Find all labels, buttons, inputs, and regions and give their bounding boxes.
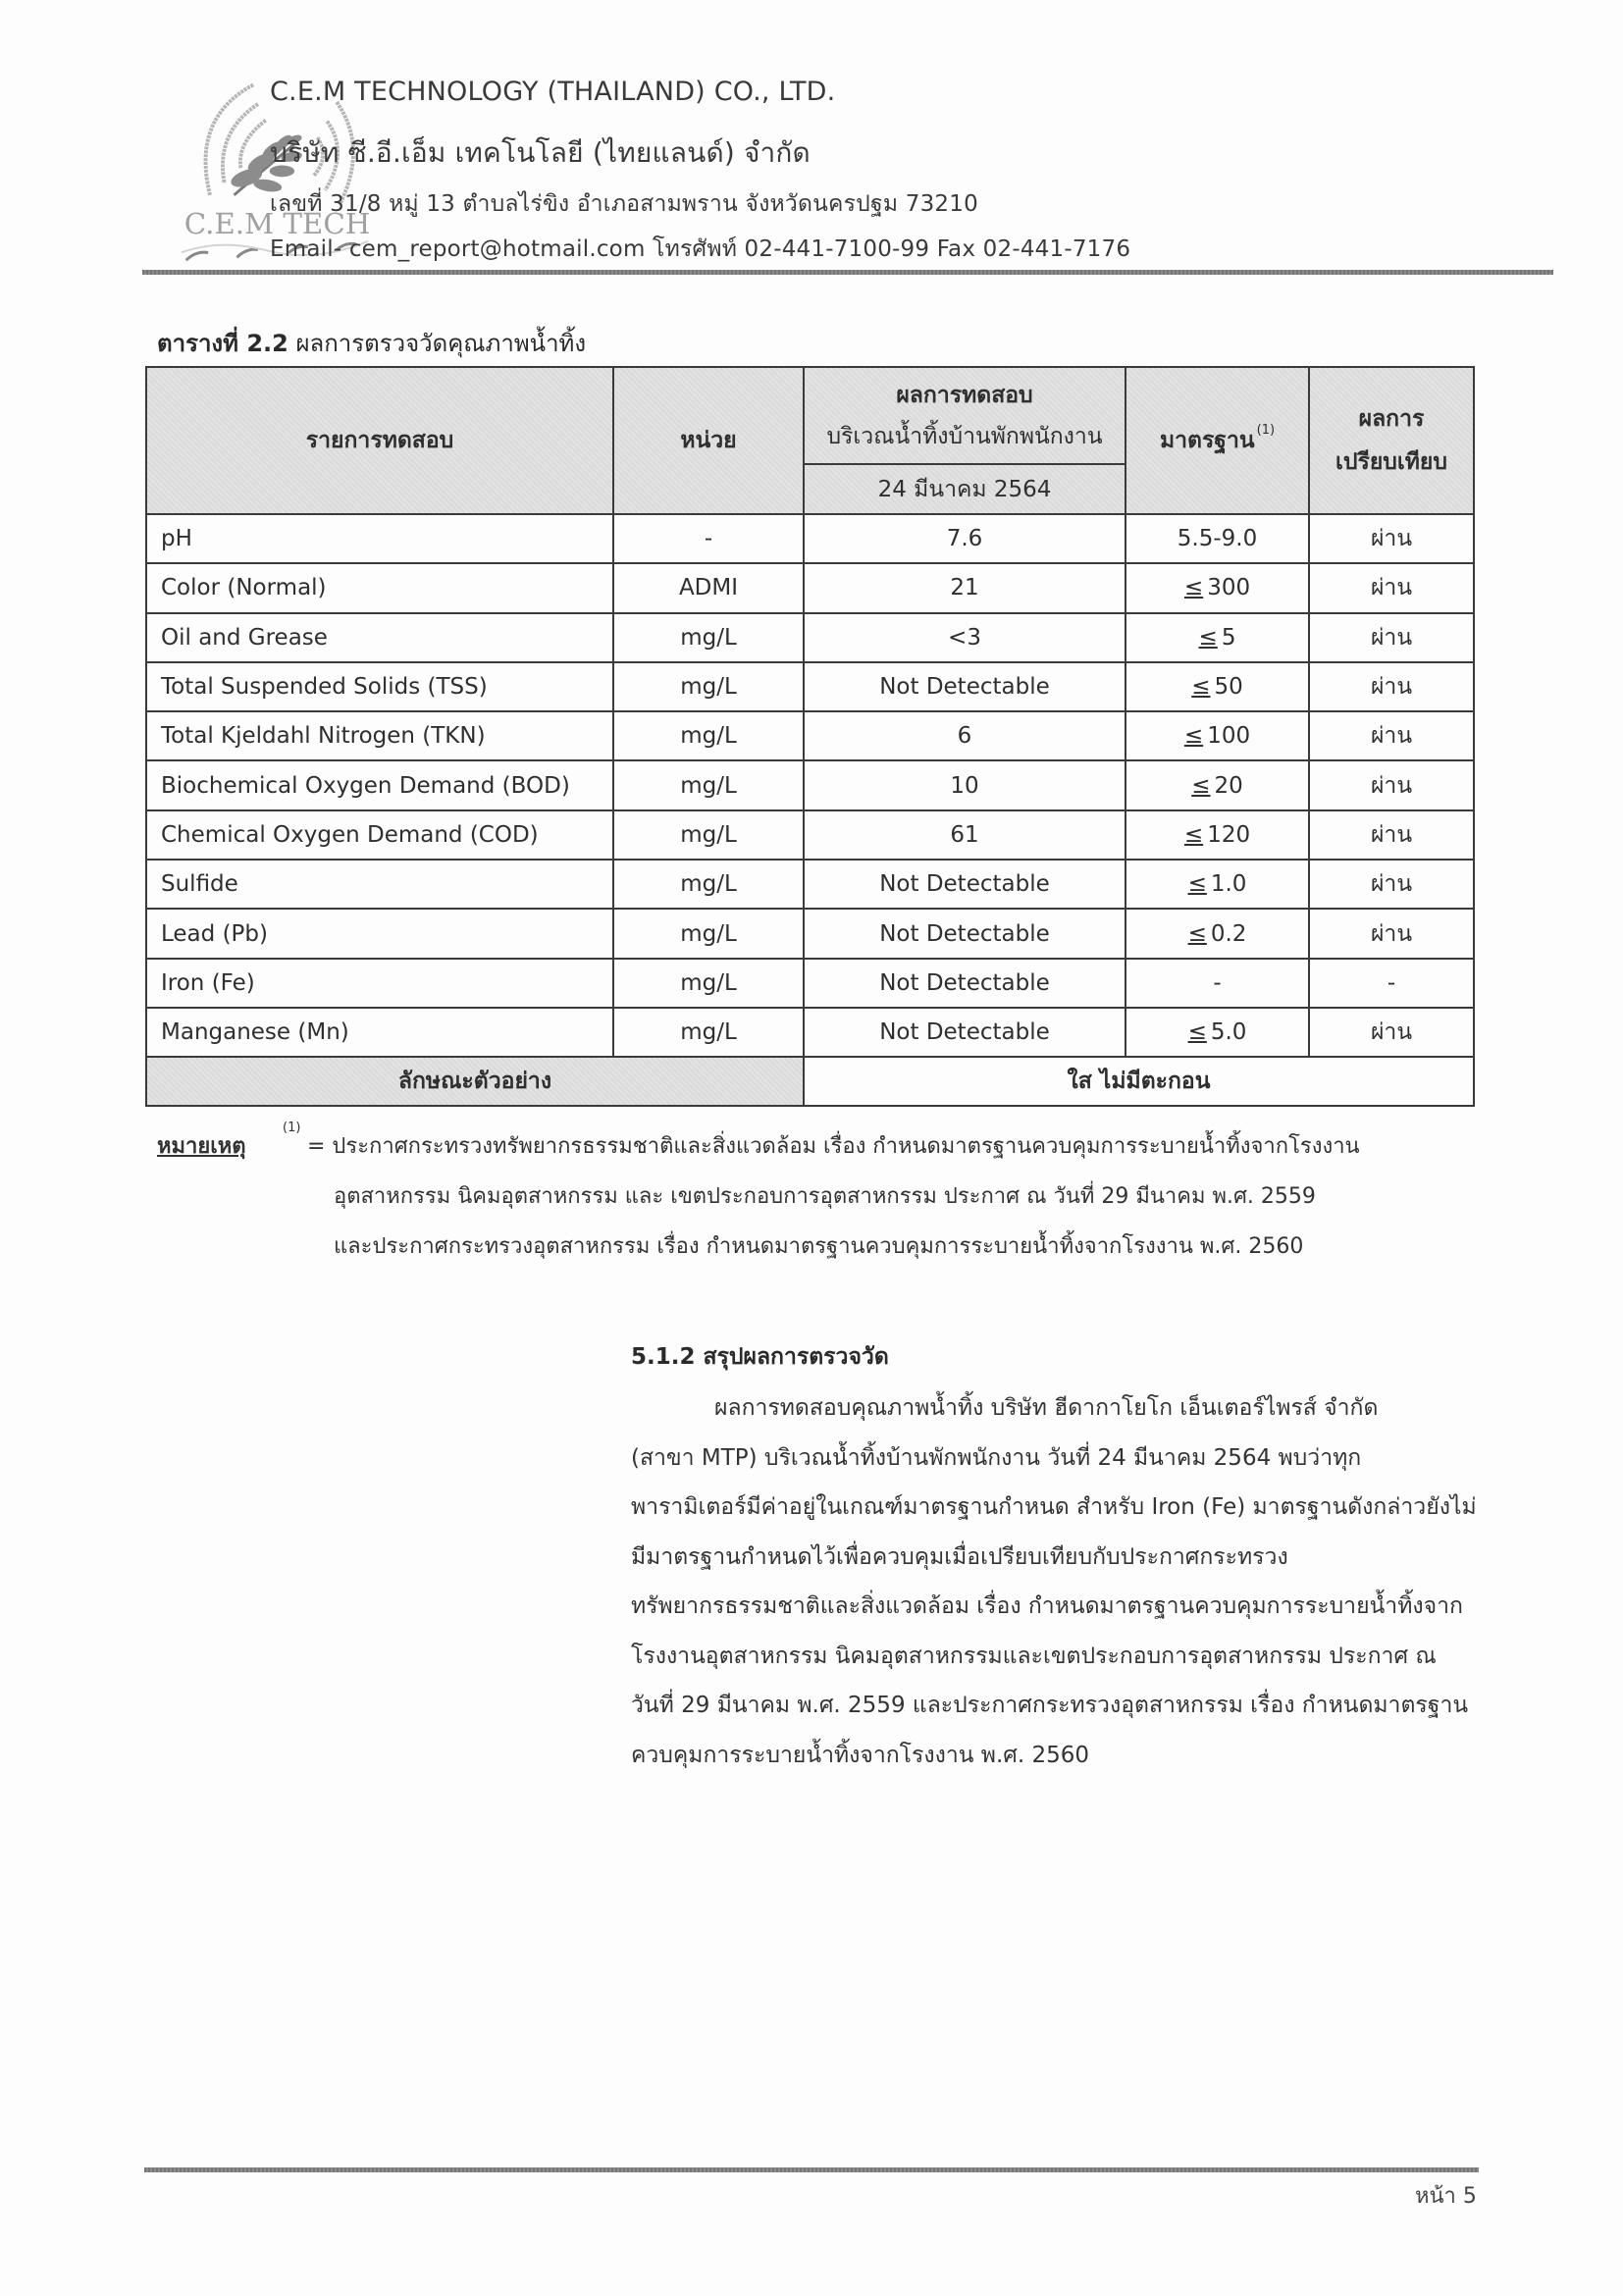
summary-line: โรงงานอุตสาหกรรม นิคมอุตสาหกรรมและเขตประกอบการอุตสาหกรรม ประกาศ ณ — [631, 1643, 1437, 1669]
summary-title: 5.1.2 สรุปผลการตรวจวัด — [631, 1344, 889, 1370]
less-equal-symbol: ≤ — [1191, 772, 1211, 799]
header-standard — [1126, 367, 1309, 514]
cell-item: Color (Normal) — [146, 563, 613, 612]
cell-comparison: ผ่าน — [1309, 760, 1474, 809]
cell-standard — [1126, 810, 1309, 860]
cell-unit: - — [613, 514, 804, 563]
less-equal-symbol: ≤ — [1191, 674, 1211, 701]
summary-line: ผลการทดสอบคุณภาพน้ำทิ้ง บริษัท ฮีดากาโยโก เอ็นเตอร์ไพรส์ จำกัด — [714, 1395, 1379, 1421]
cell-comparison: ผ่าน — [1309, 1008, 1474, 1057]
cell-item: Lead (Pb) — [146, 909, 613, 958]
table-caption-title: ผลการตรวจวัดคุณภาพน้ำทิ้ง — [295, 330, 587, 357]
less-equal-symbol: ≤ — [1183, 723, 1204, 750]
cell-result: Not Detectable — [804, 860, 1126, 909]
standard-value: 5.0 — [1210, 1019, 1247, 1046]
cell-standard — [1126, 662, 1309, 711]
header-item: รายการทดสอบ — [146, 367, 613, 514]
cell-item: Total Suspended Solids (TSS) — [146, 662, 613, 711]
cell-result: Not Detectable — [804, 909, 1126, 958]
summary-line: วันที่ 29 มีนาคม พ.ศ. 2559 และประกาศกระทรวงอุตสาหกรรม เรื่อง กำหนดมาตรฐาน — [631, 1693, 1469, 1718]
cell-item: Sulfide — [146, 860, 613, 909]
sample-characteristics-row — [146, 1057, 1474, 1106]
cell-item: Biochemical Oxygen Demand (BOD) — [146, 760, 613, 809]
cell-item: Manganese (Mn) — [146, 1008, 613, 1057]
cell-item: Oil and Grease — [146, 613, 613, 662]
cell-standard — [1126, 563, 1309, 612]
cell-comparison: ผ่าน — [1309, 909, 1474, 958]
summary-line: พารามิเตอร์มีค่าอยู่ในเกณฑ์มาตรฐานกำหนด สำหรับ Iron (Fe) มาตรฐานดังกล่าวยังไม่ — [631, 1494, 1477, 1520]
cell-comparison: ผ่าน — [1309, 563, 1474, 612]
footer-divider — [144, 2167, 1479, 2172]
cell-unit: mg/L — [613, 860, 804, 909]
less-equal-symbol: ≤ — [1183, 821, 1204, 848]
footnote-line: อุตสาหกรรม นิคมอุตสาหกรรม และ เขตประกอบการอุตสาหกรรม ประกาศ ณ วันที่ 29 มีนาคม พ.ศ. 2559 — [334, 1184, 1316, 1209]
less-equal-symbol: ≤ — [1187, 1019, 1207, 1046]
standard-value: 5 — [1221, 624, 1236, 651]
header-result-title: ผลการทดสอบ — [896, 382, 1033, 408]
header-comparison-line1: ผลการ — [1358, 406, 1425, 432]
header-result-location: บริเวณน้ำทิ้งบ้านพักพนักงาน — [826, 423, 1103, 449]
footnote-line: = ประกาศกระทรวงทรัพยากรธรรมชาติและสิ่งแวดล้อม เรื่อง กำหนดมาตรฐานควบคุมการระบายน้ำทิ้งจากโรงงาน — [307, 1134, 1360, 1159]
less-equal-symbol: ≤ — [1183, 575, 1204, 601]
cell-unit: mg/L — [613, 760, 804, 809]
footnote-label: หมายเหตุ — [157, 1134, 246, 1159]
standard-value: - — [1213, 969, 1222, 996]
cell-comparison: ผ่าน — [1309, 711, 1474, 760]
standard-value: 120 — [1207, 821, 1251, 848]
header-result — [804, 367, 1126, 464]
summary-line: ทรัพยากรธรรมชาติและสิ่งแวดล้อม เรื่อง กำหนดมาตรฐานควบคุมการระบายน้ำทิ้งจาก — [631, 1593, 1463, 1619]
company-address: เลขที่ 31/8 หมู่ 13 ตำบลไร่ขิง อำเภอสามพราน จังหวัดนครปฐม 73210 — [270, 191, 978, 217]
cell-standard — [1126, 760, 1309, 809]
cell-result: Not Detectable — [804, 959, 1126, 1008]
cell-result: 10 — [804, 760, 1126, 809]
header-standard-label: มาตรฐาน — [1159, 428, 1255, 453]
standard-value: 100 — [1207, 723, 1251, 750]
standard-value: 1.0 — [1210, 871, 1247, 898]
table-row — [146, 860, 1474, 909]
cell-result: 7.6 — [804, 514, 1126, 563]
cell-unit: mg/L — [613, 810, 804, 860]
table-row — [146, 959, 1474, 1008]
table-caption — [157, 324, 586, 362]
table-row — [146, 514, 1474, 563]
footnote-line: และประกาศกระทรวงอุตสาหกรรม เรื่อง กำหนดมาตรฐานควบคุมการระบายน้ำทิ้งจากโรงงาน พ.ศ. 2560 — [334, 1234, 1304, 1259]
cell-unit: mg/L — [613, 613, 804, 662]
header-comparison-line2: เปรียบเทียบ — [1335, 449, 1447, 475]
cell-standard — [1126, 860, 1309, 909]
table-row — [146, 909, 1474, 958]
summary-paragraph — [631, 1383, 1477, 1780]
cell-unit: mg/L — [613, 711, 804, 760]
cell-standard — [1126, 613, 1309, 662]
table-row — [146, 1008, 1474, 1057]
footnote-ref: (1) — [283, 1121, 301, 1135]
less-equal-symbol: ≤ — [1187, 920, 1207, 947]
cell-comparison: ผ่าน — [1309, 662, 1474, 711]
header-comparison — [1309, 367, 1474, 514]
summary-line: (สาขา MTP) บริเวณน้ำทิ้งบ้านพักพนักงาน วันที่ 24 มีนาคม 2564 พบว่าทุก — [631, 1444, 1362, 1471]
logo-text: C.E.M TECH — [183, 206, 371, 240]
cell-item: Chemical Oxygen Demand (COD) — [146, 810, 613, 860]
summary-line: มีมาตรฐานกำหนดไว้เพื่อควบคุมเมื่อเปรียบเทียบกับประกาศกระทรวง — [631, 1543, 1288, 1570]
cell-standard — [1126, 1008, 1309, 1057]
cell-comparison: ผ่าน — [1309, 613, 1474, 662]
header-divider — [142, 270, 1553, 275]
cell-comparison: ผ่าน — [1309, 514, 1474, 563]
table-row — [146, 711, 1474, 760]
cell-result: Not Detectable — [804, 1008, 1126, 1057]
header-standard-ref: (1) — [1256, 423, 1276, 438]
standard-value: 0.2 — [1210, 920, 1247, 947]
standard-value: 5.5-9.0 — [1177, 526, 1258, 552]
cell-comparison: - — [1309, 959, 1474, 1008]
cell-item: pH — [146, 514, 613, 563]
sample-characteristics-value: ใส ไม่มีตะกอน — [804, 1057, 1474, 1106]
less-equal-symbol: ≤ — [1187, 871, 1207, 898]
cell-result: 6 — [804, 711, 1126, 760]
company-name-en: C.E.M TECHNOLOGY (THAILAND) CO., LTD. — [270, 77, 836, 107]
cell-result: 21 — [804, 563, 1126, 612]
cell-standard — [1126, 959, 1309, 1008]
cell-comparison: ผ่าน — [1309, 810, 1474, 860]
cell-result: 61 — [804, 810, 1126, 860]
table-caption-label: ตารางที่ 2.2 — [157, 330, 288, 357]
table-row — [146, 760, 1474, 809]
cell-item: Iron (Fe) — [146, 959, 613, 1008]
results-table — [145, 366, 1475, 1107]
cell-unit: ADMI — [613, 563, 804, 612]
table-row — [146, 662, 1474, 711]
cell-result: <3 — [804, 613, 1126, 662]
header-unit: หน่วย — [613, 367, 804, 514]
cell-unit: mg/L — [613, 1008, 804, 1057]
summary-line: ควบคุมการระบายน้ำทิ้งจากโรงงาน พ.ศ. 2560 — [631, 1742, 1090, 1768]
cell-unit: mg/L — [613, 959, 804, 1008]
table-row — [146, 613, 1474, 662]
cell-result: Not Detectable — [804, 662, 1126, 711]
company-name-th: บริษัท ซี.อี.เอ็ม เทคโนโลยี (ไทยแลนด์) จำกัด — [270, 136, 811, 169]
less-equal-symbol: ≤ — [1198, 624, 1218, 651]
cell-comparison: ผ่าน — [1309, 860, 1474, 909]
company-contact: Email- cem_report@hotmail.com โทรศัพท์ 02-441-7100-99 Fax 02-441-7176 — [270, 236, 1131, 262]
page-number: หน้า 5 — [1415, 2184, 1477, 2209]
standard-value: 300 — [1207, 575, 1251, 601]
header-result-date: 24 มีนาคม 2564 — [804, 464, 1126, 514]
cell-unit: mg/L — [613, 662, 804, 711]
sample-characteristics-label: ลักษณะตัวอย่าง — [146, 1057, 804, 1106]
table-row — [146, 563, 1474, 612]
cell-standard — [1126, 909, 1309, 958]
cell-standard — [1126, 514, 1309, 563]
table-row — [146, 810, 1474, 860]
standard-value: 20 — [1214, 772, 1243, 799]
cell-unit: mg/L — [613, 909, 804, 958]
cell-item: Total Kjeldahl Nitrogen (TKN) — [146, 711, 613, 760]
standard-value: 50 — [1214, 674, 1243, 701]
cell-standard — [1126, 711, 1309, 760]
